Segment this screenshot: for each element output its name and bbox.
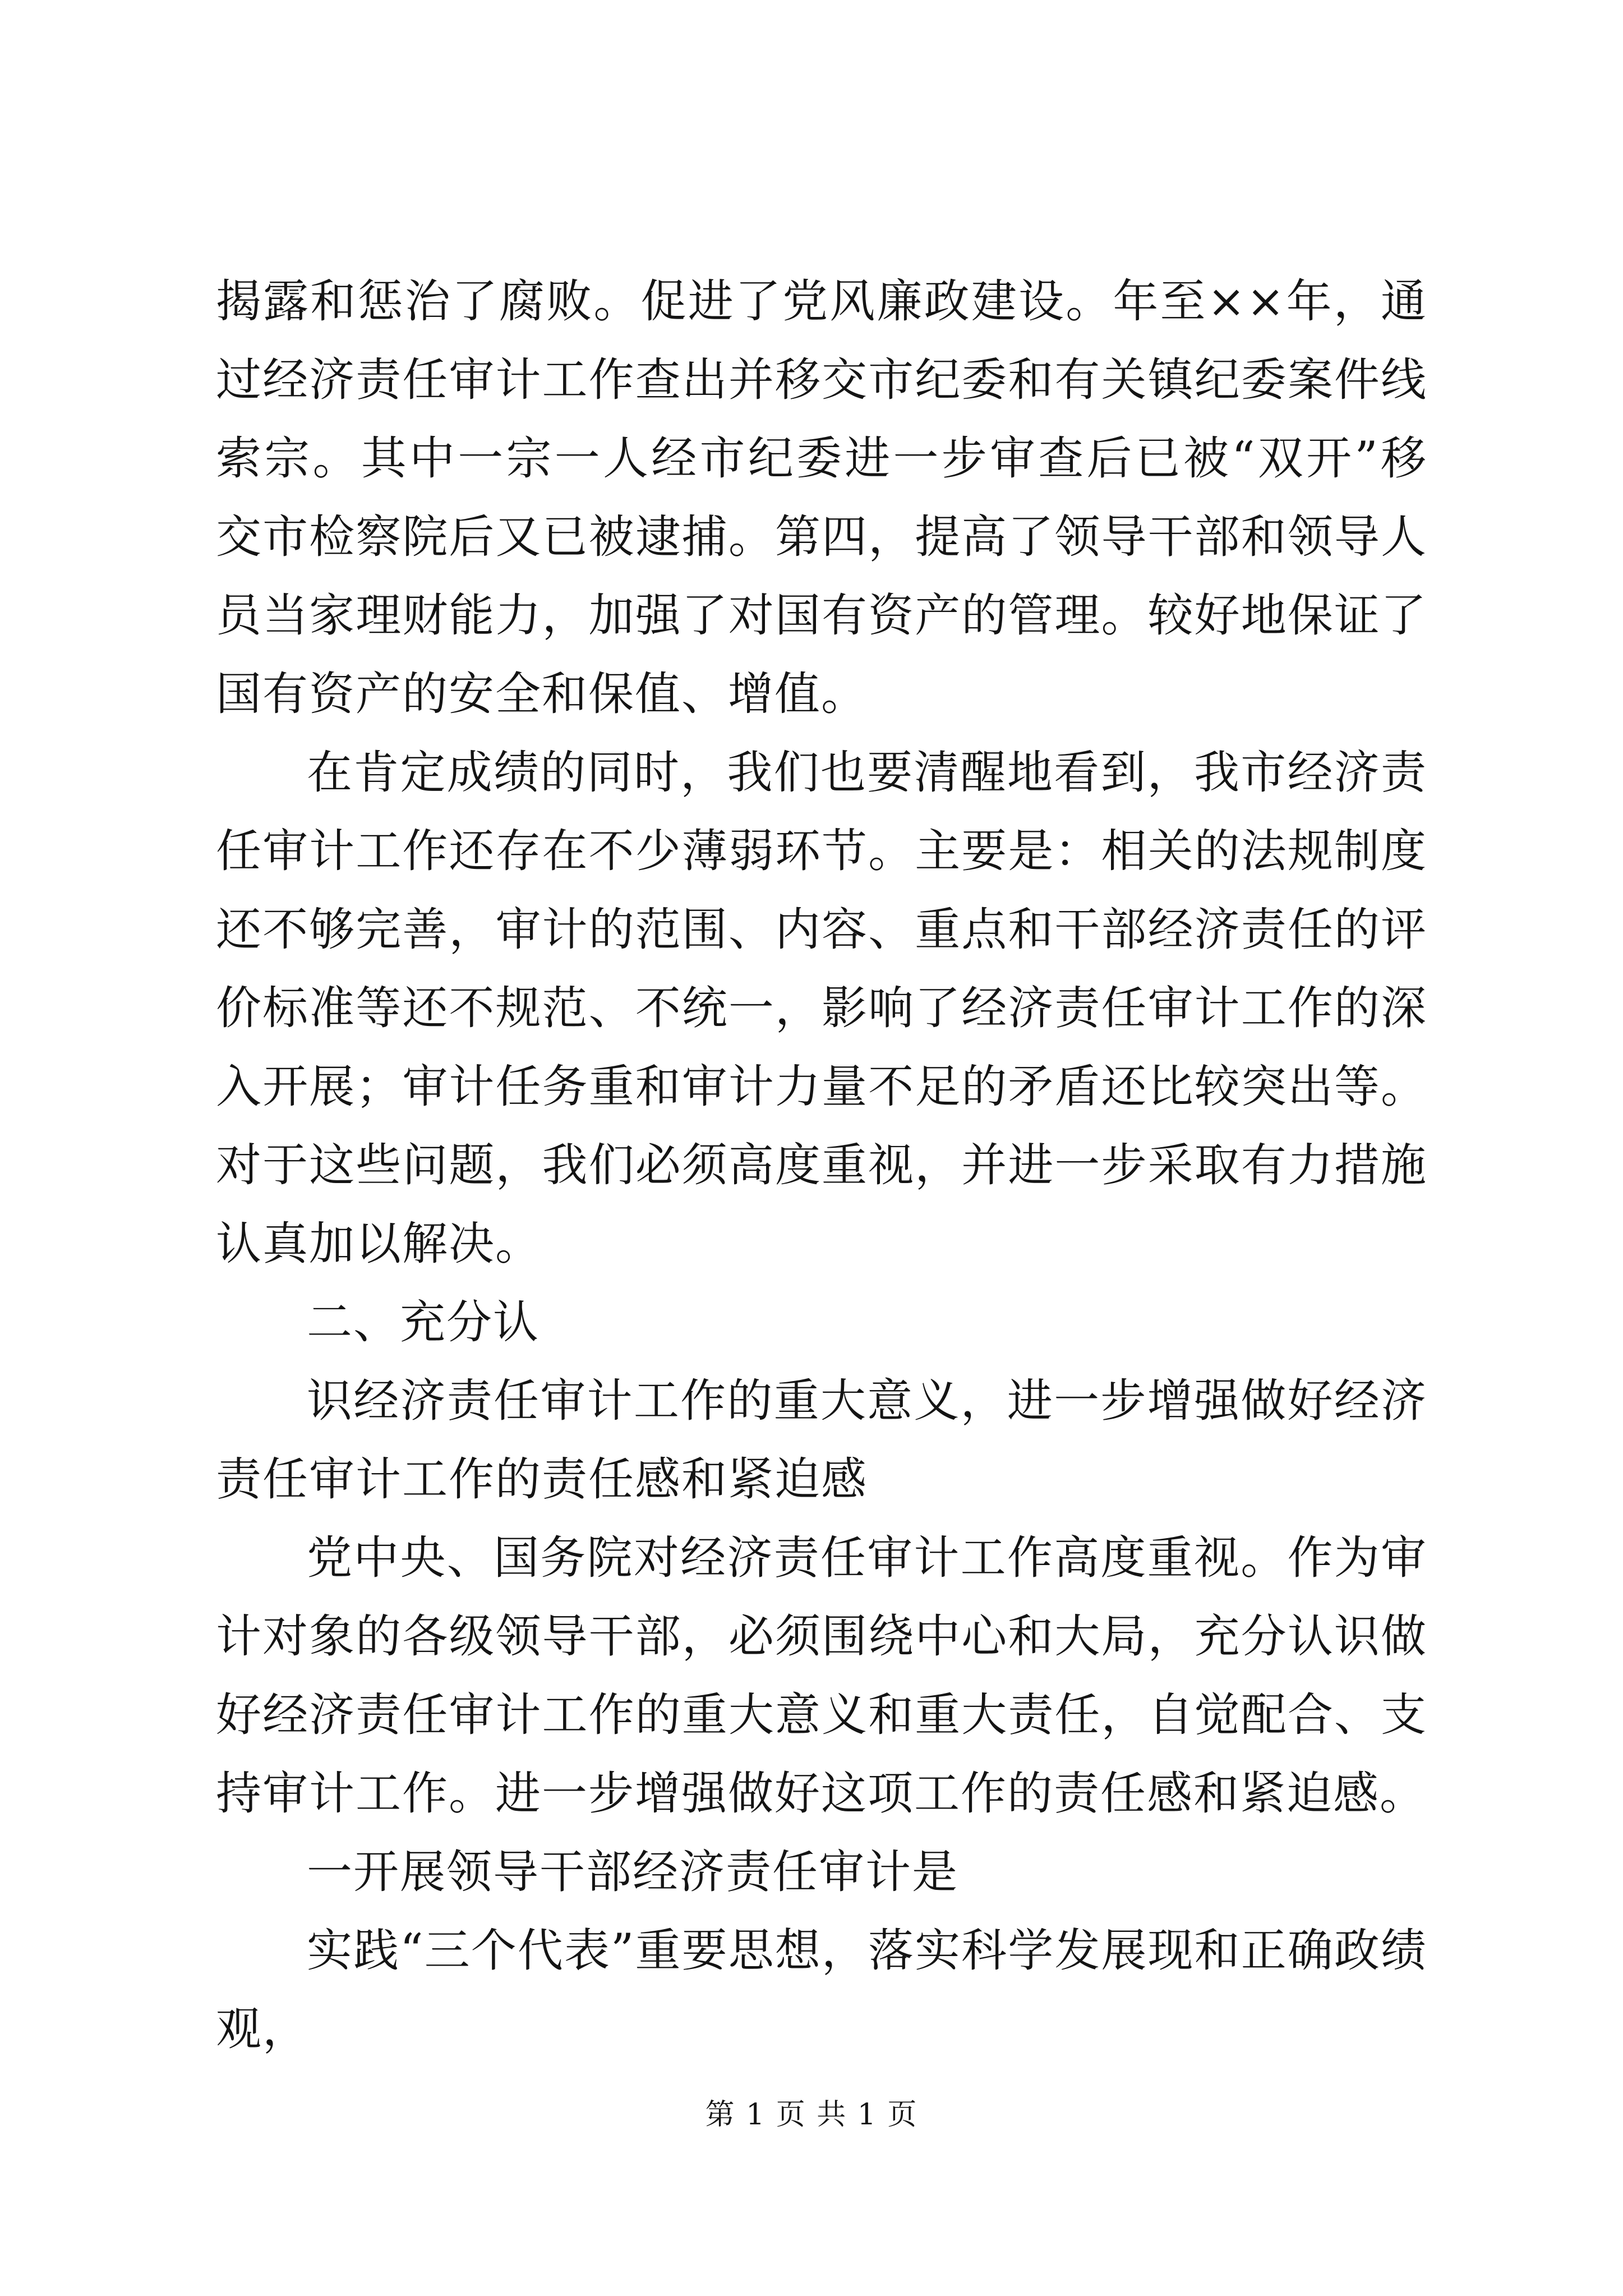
paragraph-3: 党中央、国务院对经济责任审计工作高度重视。作为审计对象的各级领导干部，必须围绕中心和大局，充分认识做好经济责任审计工作的重大意义和重大责任，自觉配合、支持审计工作。进一步增强做好这项工作的责任感和紧迫感。	[216, 1532, 1427, 1820]
page-number-footer: 第 1 页 共 1 页	[705, 2098, 918, 2132]
paragraph-1: 揭露和惩治了腐败。促进了党风廉政建设。年至××年，通过经济责任审计工作查出并移交市纪委和有关镇纪委案件线索宗。其中一宗一人经市纪委进一步审查后已被“双开”移交市检察院后又已被逮捕。第四，提高了领导干部和领导人员当家理财能力，加强了对国有资产的管理。较好地保证了国有资产的安全和保值、增值。	[216, 275, 1427, 721]
paragraph-2: 在肯定成绩的同时，我们也要清醒地看到，我市经济责任审计工作还存在不少薄弱环节。主要是：相关的法规制度还不够完善，审计的范围、内容、重点和干部经济责任的评价标准等还不规范、不统一，影响了经济责任审计工作的深入开展；审计任务重和审计力量不足的矛盾还比较突出等。对于这些问题，我们必须高度重视，并进一步采取有力措施认真加以解决。	[216, 747, 1427, 1271]
document-body	[216, 263, 1427, 2069]
subheading: 一开展领导干部经济责任审计是	[307, 1846, 959, 1899]
section-heading-part-2: 识经济责任审计工作的重大意义，进一步增强做好经济责任审计工作的责任感和紧迫感	[216, 1375, 1427, 1506]
section-heading-part-1: 二、充分认	[307, 1296, 540, 1349]
paragraph-4: 实践“三个代表”重要思想，落实科学发展现和正确政绩观，	[216, 1925, 1427, 2056]
